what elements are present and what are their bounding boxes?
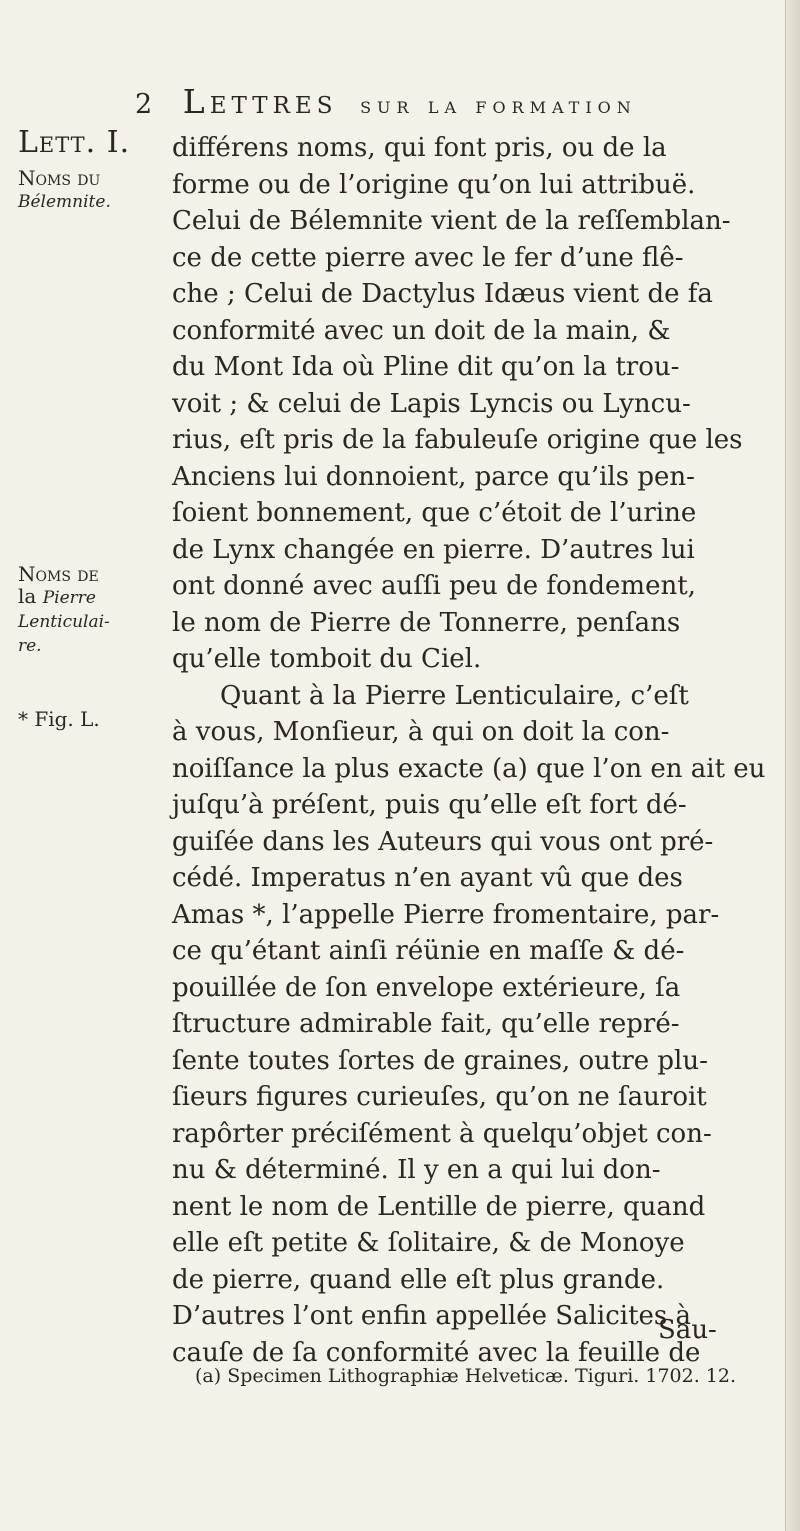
text-line: Amas *, l’appelle Pierre fromentaire, par-: [172, 899, 720, 930]
text-line: voit ; & celui de Lapis Lyncis ou Lyncu-: [172, 388, 691, 419]
text-line: forme ou de l’origine qu’on lui attribuë.: [172, 169, 696, 200]
margin-note-lenticulaire: [18, 563, 148, 657]
text-line: ce de cette pierre avec le fer d’une flê-: [172, 242, 684, 273]
margin-line: Noms du: [18, 166, 101, 190]
text-line: che ; Celui de Dactylus Idæus vient de fa: [172, 279, 713, 309]
paragraph: [172, 130, 772, 678]
text-line: Celui de Bélemnite vient de la reſſemblan-: [172, 206, 731, 236]
text-line: Quant à la Pierre Lenticulaire, c’eſt: [220, 680, 689, 711]
text-line: du Mont Ida où Pline dit qu’on la trou-: [172, 352, 680, 382]
running-header: [135, 82, 775, 121]
text-line: le nom de Pierre de Tonnerre, penſans: [172, 607, 681, 638]
main-text: [172, 130, 772, 1371]
margin-line: la Pierre: [18, 584, 96, 608]
header-title-lettres: Lettres: [182, 82, 338, 121]
text-line: guiſée dans les Auteurs qui vous ont pré-: [172, 826, 714, 857]
text-line: ſtructure admirable fait, qu’elle repré-: [172, 1009, 680, 1039]
text-line: ont donné avec auſſi peu de fondement,: [172, 571, 696, 601]
text-line: de pierre, quand elle eſt plus grande.: [172, 1264, 665, 1295]
text-line: rius, eſt pris de la fabuleuſe origine que les: [172, 425, 743, 455]
header-title-formation: sur la formation: [360, 93, 637, 119]
text-line: cédé. Imperatus n’en ayant vû que des: [172, 863, 683, 893]
text-line: ſieurs figures curieuſes, qu’on ne ſauroit: [172, 1082, 707, 1112]
margin-line: re.: [18, 636, 42, 656]
catchword: Sau-: [658, 1315, 717, 1345]
paragraph: [172, 714, 772, 1371]
margin-note-belemnite: [18, 167, 148, 213]
text-line: différens noms, qui font pris, ou de la: [172, 133, 667, 163]
text-line: ce qu’étant ainſi réünie en maſſe & dé-: [172, 936, 685, 966]
text-line: de Lynx changée en pierre. D’autres lui: [172, 534, 695, 565]
text-line: ſente toutes ſortes de graines, outre plu-: [172, 1045, 708, 1076]
text-line: D’autres l’ont enfin appellée Salicites à: [172, 1301, 692, 1331]
text-line: conformité avec un doit de la main, &: [172, 315, 671, 346]
text-line: elle eſt petite & ſolitaire, & de Monoye: [172, 1228, 685, 1258]
footnote: (a) Specimen Lithographiæ Helveticæ. Tiguri. 1702. 12.: [195, 1365, 737, 1387]
page-number: 2: [135, 89, 157, 120]
text-line: ſoient bonnement, que c’étoit de l’urine: [172, 498, 697, 528]
margin-line: Noms de: [18, 562, 99, 586]
text-line: qu’elle tomboit du Ciel.: [172, 644, 482, 674]
text-line: rapôrter préciſément à quelqu’objet con-: [172, 1118, 712, 1149]
text-line: pouillée de ſon envelope extérieure, ſa: [172, 972, 681, 1003]
margin-note-figure: * Fig. L.: [18, 707, 100, 731]
page-edge: [785, 0, 800, 1531]
text-line: noiſſance la plus exacte (a) que l’on en ait eu: [172, 753, 766, 784]
text-line: Anciens lui donnoient, parce qu’ils pen-: [172, 461, 695, 492]
text-line: nent le nom de Lentille de pierre, quand: [172, 1191, 706, 1222]
text-line: cauſe de ſa conformité avec la feuille de: [172, 1337, 701, 1368]
text-line: nu & déterminé. Il y en a qui lui don-: [172, 1155, 661, 1185]
text-line: à vous, Monſieur, à qui on doit la con-: [172, 717, 670, 747]
margin-line: Lenticulai-: [18, 612, 110, 632]
text-line: juſqu’à préſent, puis qu’elle eſt fort dé-: [172, 790, 687, 820]
margin-letter-number: [18, 125, 148, 160]
letter-label: Lett. I.: [18, 125, 131, 160]
paragraph: [172, 678, 772, 715]
margin-line: Bélemnite.: [18, 192, 111, 212]
